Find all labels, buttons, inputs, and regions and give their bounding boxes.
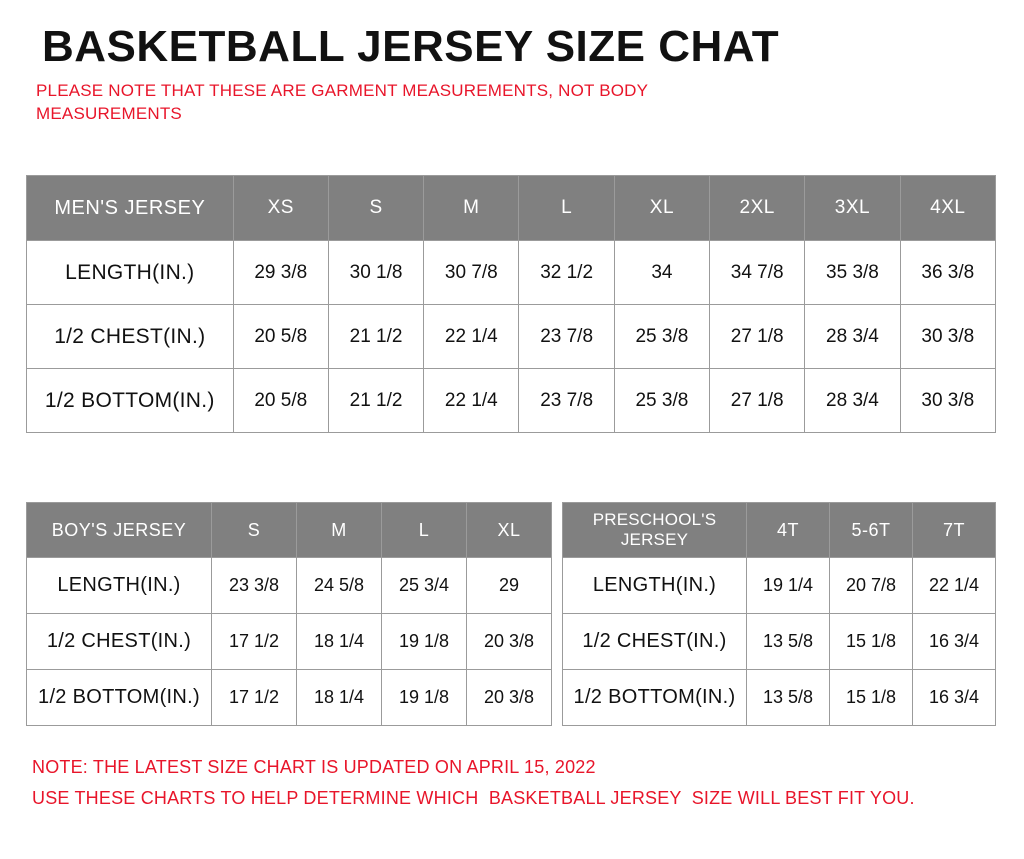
footer-note-usage: USE THESE CHARTS TO HELP DETERMINE WHICH BASKETBALL JERSEY SIZE WILL BEST FIT YOU. bbox=[32, 787, 915, 808]
size-header-4t: 4T bbox=[747, 503, 830, 558]
cell-value: 36 3/8 bbox=[900, 241, 995, 305]
row-label-half-chest: 1/2 CHEST(IN.) bbox=[563, 614, 747, 670]
footer-notes bbox=[32, 752, 915, 813]
cell-value: 15 1/8 bbox=[830, 614, 913, 670]
table-header-row bbox=[27, 176, 996, 241]
cell-value: 22 1/4 bbox=[913, 558, 996, 614]
cell-value: 13 5/8 bbox=[747, 614, 830, 670]
table-row bbox=[563, 614, 996, 670]
cell-value: 19 1/4 bbox=[747, 558, 830, 614]
cell-value: 19 1/8 bbox=[382, 614, 467, 670]
row-label-half-chest: 1/2 CHEST(IN.) bbox=[27, 614, 212, 670]
cell-value: 30 3/8 bbox=[900, 305, 995, 369]
cell-value: 18 1/4 bbox=[297, 670, 382, 726]
table-row bbox=[27, 241, 996, 305]
row-label-half-bottom: 1/2 BOTTOM(IN.) bbox=[27, 670, 212, 726]
cell-value: 18 1/4 bbox=[297, 614, 382, 670]
cell-value: 23 7/8 bbox=[519, 369, 614, 433]
cell-value: 20 3/8 bbox=[467, 670, 552, 726]
cell-value: 20 7/8 bbox=[830, 558, 913, 614]
cell-value: 25 3/8 bbox=[614, 305, 709, 369]
table-row bbox=[27, 305, 996, 369]
cell-value: 27 1/8 bbox=[710, 369, 805, 433]
size-header-3xl: 3XL bbox=[805, 176, 900, 241]
row-label-half-bottom: 1/2 BOTTOM(IN.) bbox=[563, 670, 747, 726]
size-header-s: S bbox=[212, 503, 297, 558]
cell-value: 28 3/4 bbox=[805, 369, 900, 433]
cell-value: 35 3/8 bbox=[805, 241, 900, 305]
size-header-l: L bbox=[382, 503, 467, 558]
cell-value: 16 3/4 bbox=[913, 670, 996, 726]
cell-value: 30 1/8 bbox=[328, 241, 423, 305]
garment-measurement-note: PLEASE NOTE THAT THESE ARE GARMENT MEASUREMENTS, NOT BODY MEASUREMENTS bbox=[36, 81, 648, 124]
cell-value: 17 1/2 bbox=[212, 614, 297, 670]
table-header-row bbox=[563, 503, 996, 558]
row-label-length: LENGTH(IN.) bbox=[27, 558, 212, 614]
cell-value: 25 3/4 bbox=[382, 558, 467, 614]
row-label-length: LENGTH(IN.) bbox=[563, 558, 747, 614]
cell-value: 13 5/8 bbox=[747, 670, 830, 726]
cell-value: 32 1/2 bbox=[519, 241, 614, 305]
table-row bbox=[27, 670, 552, 726]
cell-value: 20 5/8 bbox=[233, 369, 328, 433]
page-title: BASKETBALL JERSEY SIZE CHAT bbox=[42, 22, 780, 71]
row-label-half-bottom: 1/2 BOTTOM(IN.) bbox=[27, 369, 234, 433]
table-row bbox=[563, 558, 996, 614]
cell-value: 24 5/8 bbox=[297, 558, 382, 614]
cell-value: 16 3/4 bbox=[913, 614, 996, 670]
size-header-xl: XL bbox=[614, 176, 709, 241]
mens-jersey-size-table bbox=[26, 175, 996, 433]
boys-jersey-size-table bbox=[26, 502, 552, 726]
size-header-2xl: 2XL bbox=[710, 176, 805, 241]
table-row bbox=[27, 558, 552, 614]
cell-value: 20 3/8 bbox=[467, 614, 552, 670]
table-row bbox=[27, 614, 552, 670]
cell-value: 21 1/2 bbox=[328, 305, 423, 369]
cell-value: 34 7/8 bbox=[710, 241, 805, 305]
size-header-4xl: 4XL bbox=[900, 176, 995, 241]
cell-value: 28 3/4 bbox=[805, 305, 900, 369]
cell-value: 15 1/8 bbox=[830, 670, 913, 726]
row-label-length: LENGTH(IN.) bbox=[27, 241, 234, 305]
cell-value: 19 1/8 bbox=[382, 670, 467, 726]
size-header-5-6t: 5-6T bbox=[830, 503, 913, 558]
cell-value: 22 1/4 bbox=[424, 369, 519, 433]
cell-value: 23 3/8 bbox=[212, 558, 297, 614]
size-header-m: M bbox=[297, 503, 382, 558]
footer-note-updated: NOTE: THE LATEST SIZE CHART IS UPDATED ON APRIL 15, 2022 bbox=[32, 757, 596, 777]
table-row bbox=[27, 369, 996, 433]
cell-value: 21 1/2 bbox=[328, 369, 423, 433]
size-header-l: L bbox=[519, 176, 614, 241]
preschool-jersey-size-table bbox=[562, 502, 996, 726]
cell-value: 34 bbox=[614, 241, 709, 305]
mens-table-corner-label: MEN'S JERSEY bbox=[27, 176, 234, 241]
size-header-m: M bbox=[424, 176, 519, 241]
preschool-table-corner-label: PRESCHOOL'S JERSEY bbox=[563, 503, 747, 558]
row-label-half-chest: 1/2 CHEST(IN.) bbox=[27, 305, 234, 369]
cell-value: 30 7/8 bbox=[424, 241, 519, 305]
boys-table-corner-label: BOY'S JERSEY bbox=[27, 503, 212, 558]
cell-value: 23 7/8 bbox=[519, 305, 614, 369]
cell-value: 30 3/8 bbox=[900, 369, 995, 433]
cell-value: 20 5/8 bbox=[233, 305, 328, 369]
cell-value: 29 bbox=[467, 558, 552, 614]
cell-value: 25 3/8 bbox=[614, 369, 709, 433]
table-header-row bbox=[27, 503, 552, 558]
table-row bbox=[563, 670, 996, 726]
cell-value: 22 1/4 bbox=[424, 305, 519, 369]
size-header-s: S bbox=[328, 176, 423, 241]
size-header-7t: 7T bbox=[913, 503, 996, 558]
cell-value: 27 1/8 bbox=[710, 305, 805, 369]
cell-value: 17 1/2 bbox=[212, 670, 297, 726]
size-header-xl: XL bbox=[467, 503, 552, 558]
cell-value: 29 3/8 bbox=[233, 241, 328, 305]
size-header-xs: XS bbox=[233, 176, 328, 241]
